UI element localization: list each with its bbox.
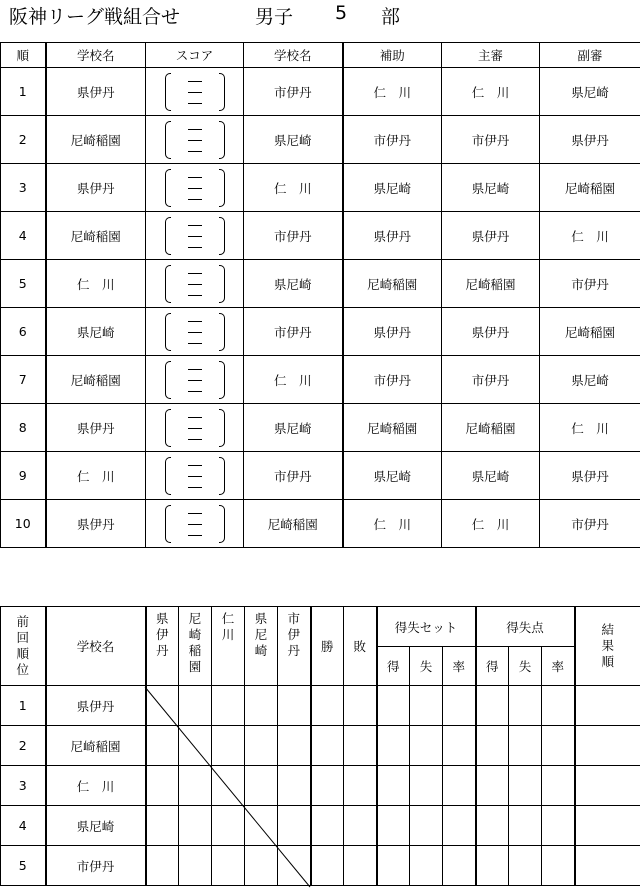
schedule-header-cell: 学校名 (244, 43, 343, 68)
score-cell[interactable] (146, 164, 244, 212)
result-cell[interactable] (344, 846, 377, 886)
score-dash (188, 284, 202, 285)
sub-referee: 県伊丹 (540, 116, 640, 164)
header-char: 園 (188, 659, 202, 674)
score-bracket (165, 454, 225, 498)
sub-referee: 仁 川 (540, 404, 640, 452)
previous-rank: 5 (1, 846, 46, 886)
score-bracket (165, 310, 225, 354)
result-cell[interactable] (344, 726, 377, 766)
left-bracket (165, 457, 171, 495)
result-cell[interactable] (443, 726, 476, 766)
table-row (1, 164, 640, 212)
score-dash (188, 140, 202, 141)
score-dash (188, 524, 202, 525)
result-cell[interactable] (542, 846, 575, 886)
header-char: 位 (16, 662, 29, 677)
score-dash (188, 199, 202, 200)
table-row (1, 846, 640, 886)
result-cell[interactable] (179, 686, 212, 726)
right-bracket (219, 409, 225, 447)
score-bracket (165, 262, 225, 306)
sub-referee: 県尼崎 (540, 68, 640, 116)
sub-header: 得 (377, 647, 410, 686)
result-header (575, 607, 640, 686)
right-bracket (219, 361, 225, 399)
left-bracket (165, 73, 171, 111)
header-char: 県 (254, 611, 268, 626)
score-bracket (165, 214, 225, 258)
right-bracket (219, 313, 225, 351)
score-dash (188, 380, 202, 381)
header-char: 回 (16, 630, 29, 645)
schedule-table (0, 42, 640, 548)
result-cell[interactable] (377, 726, 410, 766)
result-cell[interactable] (278, 766, 311, 806)
score-cell[interactable] (146, 500, 244, 548)
score-bracket (165, 166, 225, 210)
match-number: 9 (1, 452, 46, 500)
result-cell[interactable] (146, 726, 179, 766)
result-cell[interactable] (146, 686, 179, 726)
match-number: 8 (1, 404, 46, 452)
result-cell[interactable] (278, 686, 311, 726)
score-dash (188, 332, 202, 333)
header-char: 伊 (155, 627, 169, 642)
away-school: 市伊丹 (244, 68, 343, 116)
opponent-header (245, 607, 278, 686)
header-char: 尼 (188, 611, 202, 626)
header-char: 伊 (287, 627, 300, 642)
table-row (1, 766, 640, 806)
away-school: 尼崎稲園 (244, 500, 343, 548)
result-cell[interactable] (344, 686, 377, 726)
table-row (1, 452, 640, 500)
result-cell[interactable] (212, 806, 245, 846)
match-number: 2 (1, 116, 46, 164)
result-cell[interactable] (509, 766, 542, 806)
win-header: 勝 (311, 607, 344, 686)
result-cell[interactable] (179, 766, 212, 806)
result-cell[interactable] (212, 686, 245, 726)
home-school: 県伊丹 (46, 68, 146, 116)
result-cell[interactable] (476, 766, 509, 806)
result-cell[interactable] (410, 806, 443, 846)
score-cell[interactable] (146, 308, 244, 356)
result-cell[interactable] (278, 846, 311, 886)
table-row (1, 308, 640, 356)
result-cell[interactable] (344, 806, 377, 846)
score-dash (188, 476, 202, 477)
header-char: 順 (601, 654, 615, 669)
main-referee: 仁 川 (442, 68, 540, 116)
result-cell[interactable] (377, 806, 410, 846)
aux-referee: 仁 川 (343, 68, 442, 116)
away-school: 県尼崎 (244, 116, 343, 164)
result-cell[interactable] (410, 686, 443, 726)
school-name: 仁 川 (46, 766, 146, 806)
table-row (1, 68, 640, 116)
sub-referee: 尼崎稲園 (540, 308, 640, 356)
header-char: 順 (16, 646, 29, 661)
sub-referee: 県尼崎 (540, 356, 640, 404)
score-bracket (165, 502, 225, 546)
home-school: 尼崎稲園 (46, 116, 146, 164)
sub-header: 率 (443, 647, 476, 686)
score-dash (188, 513, 202, 514)
aux-referee: 尼崎稲園 (343, 404, 442, 452)
schedule-header-cell: 主審 (442, 43, 540, 68)
result-cell[interactable] (575, 686, 640, 726)
score-cell[interactable] (146, 452, 244, 500)
schedule-header-cell: 順 (1, 43, 46, 68)
point-group-header: 得失点 (476, 607, 575, 647)
main-referee: 市伊丹 (442, 116, 540, 164)
result-cell[interactable] (245, 846, 278, 886)
result-cell[interactable] (509, 686, 542, 726)
result-cell[interactable] (575, 846, 640, 886)
score-dash (188, 535, 202, 536)
result-cell[interactable] (476, 846, 509, 886)
table-row (1, 500, 640, 548)
score-dash (188, 343, 202, 344)
title-division: 5 (335, 2, 348, 24)
home-school: 尼崎稲園 (46, 356, 146, 404)
aux-referee: 県尼崎 (343, 452, 442, 500)
away-school: 市伊丹 (244, 308, 343, 356)
result-cell[interactable] (212, 726, 245, 766)
score-dash (188, 188, 202, 189)
score-dash (188, 417, 202, 418)
result-cell[interactable] (278, 806, 311, 846)
result-cell[interactable] (179, 846, 212, 886)
table-row (1, 404, 640, 452)
result-cell[interactable] (311, 806, 344, 846)
result-cell[interactable] (179, 806, 212, 846)
opponent-header (278, 607, 311, 686)
result-cell[interactable] (476, 726, 509, 766)
result-cell[interactable] (575, 726, 640, 766)
result-cell[interactable] (377, 846, 410, 886)
score-cell[interactable] (146, 404, 244, 452)
score-dash (188, 92, 202, 93)
score-bracket (165, 406, 225, 450)
result-cell[interactable] (212, 766, 245, 806)
result-cell[interactable] (443, 806, 476, 846)
main-referee: 県尼崎 (442, 452, 540, 500)
header-char: 崎 (188, 627, 202, 642)
sub-referee: 尼崎稲園 (540, 164, 640, 212)
result-cell[interactable] (245, 686, 278, 726)
result-cell[interactable] (212, 846, 245, 886)
previous-rank: 4 (1, 806, 46, 846)
score-dash (188, 321, 202, 322)
home-school: 県伊丹 (46, 404, 146, 452)
result-cell[interactable] (575, 766, 640, 806)
standings-table (0, 606, 640, 886)
match-number: 7 (1, 356, 46, 404)
sub-referee: 県伊丹 (540, 452, 640, 500)
table-row (1, 356, 640, 404)
score-dash (188, 247, 202, 248)
left-bracket (165, 409, 171, 447)
result-cell[interactable] (542, 726, 575, 766)
left-bracket (165, 217, 171, 255)
result-cell[interactable] (245, 766, 278, 806)
result-cell[interactable] (410, 766, 443, 806)
score-cell[interactable] (146, 356, 244, 404)
header-char: 尼 (254, 627, 268, 642)
aux-referee: 仁 川 (343, 500, 442, 548)
table-row (1, 686, 640, 726)
result-cell[interactable] (146, 766, 179, 806)
rank-header (1, 607, 46, 686)
result-cell[interactable] (311, 766, 344, 806)
score-dash (188, 151, 202, 152)
table-row (1, 806, 640, 846)
loss-header: 敗 (344, 607, 377, 686)
result-cell[interactable] (542, 766, 575, 806)
main-referee: 尼崎稲園 (442, 260, 540, 308)
left-bracket (165, 313, 171, 351)
score-cell[interactable] (146, 116, 244, 164)
previous-rank: 1 (1, 686, 46, 726)
left-bracket (165, 121, 171, 159)
header-char: 丹 (287, 643, 300, 658)
score-cell[interactable] (146, 68, 244, 116)
result-cell[interactable] (443, 846, 476, 886)
result-cell[interactable] (146, 806, 179, 846)
result-cell[interactable] (179, 726, 212, 766)
schedule-header-row (1, 43, 640, 68)
score-dash (188, 487, 202, 488)
header-char: 市 (287, 611, 300, 626)
table-row (1, 212, 640, 260)
school-name: 県尼崎 (46, 806, 146, 846)
away-school: 県尼崎 (244, 404, 343, 452)
away-school: 県尼崎 (244, 260, 343, 308)
sub-referee: 市伊丹 (540, 260, 640, 308)
result-cell[interactable] (245, 806, 278, 846)
title-league: 阪神リーグ戦組合せ (9, 6, 181, 28)
opponent-header (146, 607, 179, 686)
schedule-header-cell: 補助 (343, 43, 442, 68)
left-bracket (165, 505, 171, 543)
score-dash (188, 129, 202, 130)
result-cell[interactable] (542, 686, 575, 726)
result-cell[interactable] (311, 846, 344, 886)
result-cell[interactable] (278, 726, 311, 766)
left-bracket (165, 169, 171, 207)
opponent-header (212, 607, 245, 686)
school-name: 県伊丹 (46, 686, 146, 726)
match-number: 10 (1, 500, 46, 548)
table-row (1, 726, 640, 766)
result-cell[interactable] (509, 806, 542, 846)
right-bracket (219, 457, 225, 495)
schedule-header-cell: スコア (146, 43, 244, 68)
right-bracket (219, 169, 225, 207)
school-name: 尼崎稲園 (46, 726, 146, 766)
score-dash (188, 295, 202, 296)
table-row (1, 116, 640, 164)
score-bracket (165, 118, 225, 162)
score-dash (188, 236, 202, 237)
main-referee: 市伊丹 (442, 356, 540, 404)
away-school: 市伊丹 (244, 452, 343, 500)
header-char: 川 (221, 627, 235, 642)
match-number: 4 (1, 212, 46, 260)
home-school: 県伊丹 (46, 500, 146, 548)
result-cell[interactable] (311, 726, 344, 766)
school-name: 市伊丹 (46, 846, 146, 886)
score-dash (188, 369, 202, 370)
sub-header: 得 (476, 647, 509, 686)
right-bracket (219, 505, 225, 543)
match-number: 3 (1, 164, 46, 212)
sub-header: 失 (509, 647, 542, 686)
header-char: 稲 (188, 643, 202, 658)
away-school: 仁 川 (244, 164, 343, 212)
home-school: 県伊丹 (46, 164, 146, 212)
aux-referee: 市伊丹 (343, 116, 442, 164)
result-cell[interactable] (509, 846, 542, 886)
score-bracket (165, 70, 225, 114)
match-number: 6 (1, 308, 46, 356)
score-cell[interactable] (146, 212, 244, 260)
result-cell[interactable] (311, 686, 344, 726)
result-cell[interactable] (509, 726, 542, 766)
right-bracket (219, 217, 225, 255)
match-number: 1 (1, 68, 46, 116)
score-dash (188, 177, 202, 178)
result-cell[interactable] (410, 726, 443, 766)
main-referee: 尼崎稲園 (442, 404, 540, 452)
away-school: 市伊丹 (244, 212, 343, 260)
result-cell[interactable] (377, 686, 410, 726)
result-cell[interactable] (443, 766, 476, 806)
home-school: 仁 川 (46, 452, 146, 500)
previous-rank: 3 (1, 766, 46, 806)
title-gender: 男子 (255, 6, 294, 28)
score-dash (188, 273, 202, 274)
right-bracket (219, 121, 225, 159)
result-cell[interactable] (410, 846, 443, 886)
result-cell[interactable] (377, 766, 410, 806)
result-cell[interactable] (476, 686, 509, 726)
result-cell[interactable] (542, 806, 575, 846)
score-cell[interactable] (146, 260, 244, 308)
aux-referee: 県伊丹 (343, 308, 442, 356)
sub-referee: 市伊丹 (540, 500, 640, 548)
title-division-suffix: 部 (381, 6, 401, 28)
away-school: 仁 川 (244, 356, 343, 404)
result-cell[interactable] (443, 686, 476, 726)
score-dash (188, 103, 202, 104)
match-number: 5 (1, 260, 46, 308)
set-group-header: 得失セット (377, 607, 476, 647)
sub-header: 失 (410, 647, 443, 686)
score-dash (188, 225, 202, 226)
previous-rank: 2 (1, 726, 46, 766)
school-header: 学校名 (46, 607, 146, 686)
header-char: 果 (601, 638, 615, 653)
schedule-header-cell: 学校名 (46, 43, 146, 68)
score-dash (188, 428, 202, 429)
header-char: 前 (16, 614, 29, 629)
sub-referee: 仁 川 (540, 212, 640, 260)
table-row (1, 260, 640, 308)
main-referee: 県伊丹 (442, 212, 540, 260)
main-referee: 県尼崎 (442, 164, 540, 212)
main-referee: 仁 川 (442, 500, 540, 548)
left-bracket (165, 265, 171, 303)
sub-header: 率 (542, 647, 575, 686)
result-cell[interactable] (146, 846, 179, 886)
result-cell[interactable] (575, 806, 640, 846)
home-school: 県尼崎 (46, 308, 146, 356)
header-char: 県 (155, 611, 169, 626)
schedule-header-cell: 副審 (540, 43, 640, 68)
opponent-header (179, 607, 212, 686)
score-dash (188, 439, 202, 440)
score-dash (188, 391, 202, 392)
aux-referee: 県尼崎 (343, 164, 442, 212)
standings-header-row (1, 607, 640, 647)
score-bracket (165, 358, 225, 402)
left-bracket (165, 361, 171, 399)
result-cell[interactable] (344, 766, 377, 806)
score-dash (188, 81, 202, 82)
score-dash (188, 465, 202, 466)
right-bracket (219, 265, 225, 303)
aux-referee: 尼崎稲園 (343, 260, 442, 308)
aux-referee: 県伊丹 (343, 212, 442, 260)
result-cell[interactable] (476, 806, 509, 846)
header-char: 崎 (254, 643, 268, 658)
aux-referee: 市伊丹 (343, 356, 442, 404)
header-char: 仁 (221, 611, 235, 626)
header-char: 結 (601, 622, 615, 637)
right-bracket (219, 73, 225, 111)
home-school: 尼崎稲園 (46, 212, 146, 260)
header-char: 丹 (155, 643, 169, 658)
main-referee: 県伊丹 (442, 308, 540, 356)
result-cell[interactable] (245, 726, 278, 766)
home-school: 仁 川 (46, 260, 146, 308)
